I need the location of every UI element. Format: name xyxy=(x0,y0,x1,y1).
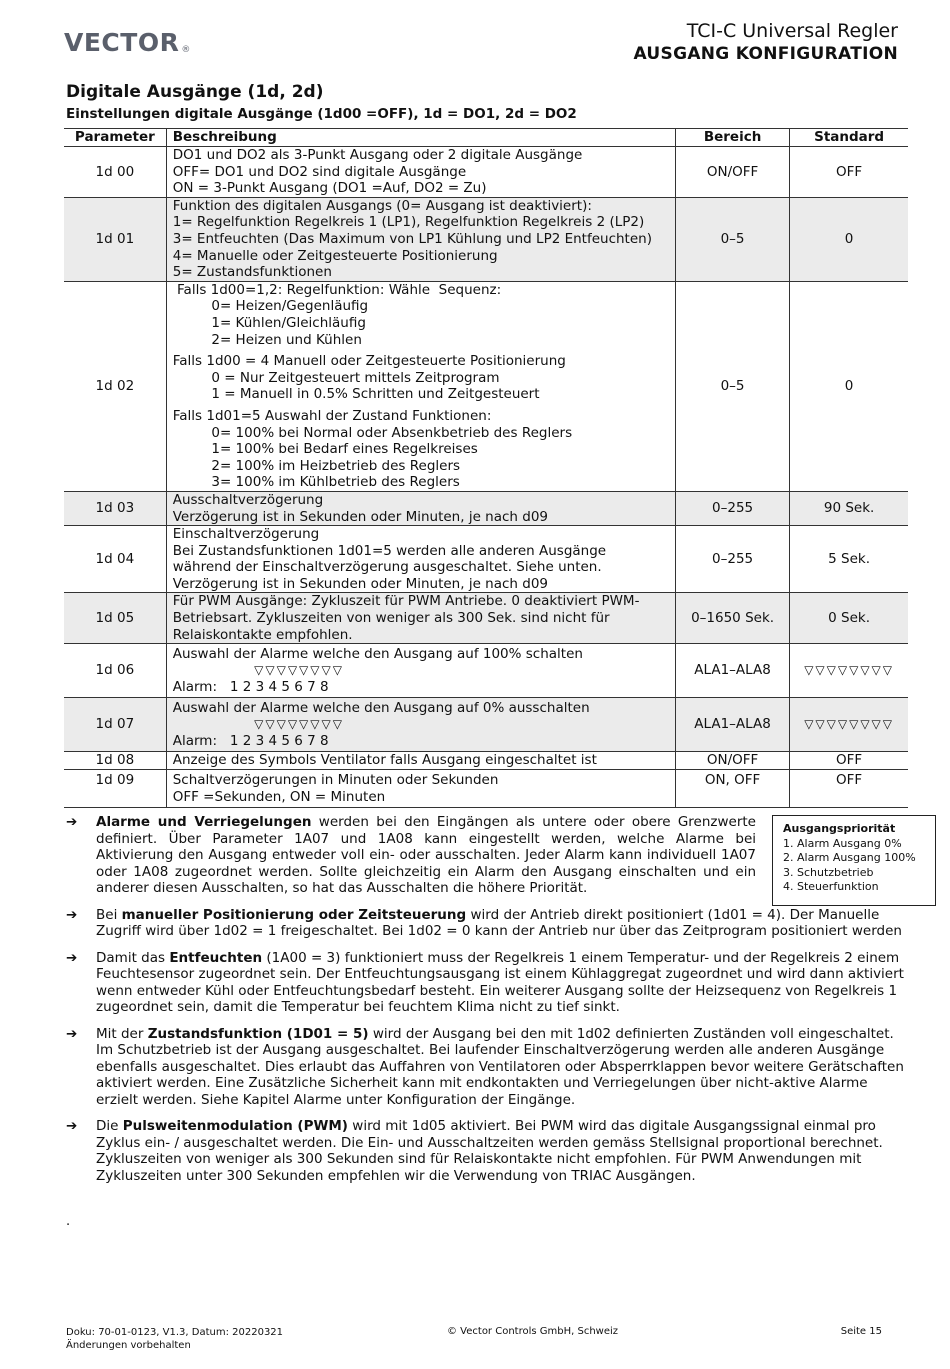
table-caption: Einstellungen digitale Ausgänge (1d00 =OFF), 1d = DO1, 2d = DO2 xyxy=(66,106,577,122)
range-cell: 0–1650 Sek. xyxy=(675,593,789,644)
table-row xyxy=(64,752,908,770)
param-cell: 1d 03 xyxy=(64,491,166,525)
table-row xyxy=(64,197,908,281)
range-cell: 0–5 xyxy=(675,197,789,281)
alarm-triangle-icons: ▽▽▽▽▽▽▽▽ xyxy=(172,663,344,678)
desc-line: Relaiskontakte empfohlen. xyxy=(172,626,353,643)
table-row xyxy=(64,644,908,698)
desc-line: OFF =Sekunden, ON = Minuten xyxy=(172,788,386,805)
desc-line: Einschaltverzögerung xyxy=(172,526,320,543)
desc-line: ON = 3-Punkt Ausgang (DO1 =Auf, DO2 = Zu) xyxy=(172,180,487,197)
desc-line: Auswahl der Alarme welche den Ausgang auf 100% schalten xyxy=(172,645,583,662)
notes-list xyxy=(66,814,908,1194)
param-cell: 1d 08 xyxy=(64,752,166,770)
note-alarms xyxy=(66,814,756,897)
note-text: Damit das xyxy=(96,949,170,966)
header-parameter: Parameter xyxy=(64,129,166,147)
header-range: Bereich xyxy=(675,129,789,147)
desc-line: 3= 100% im Kühlbetrieb des Reglers xyxy=(172,474,460,491)
priority-item: 3. Schutzbetrieb xyxy=(783,865,874,879)
note-keyword: Entfeuchten xyxy=(169,949,263,966)
note-keyword: Pulsweitenmodulation (PWM) xyxy=(122,1118,348,1134)
note-text: wird der Ausgang bei den mit 1d02 definierten Zuständen voll eingeschaltet. Im Schutzbetrieb ist der Ausgang ausgeschaltet. Bei laufender Einschaltverzögerung werden alle anderen Ausgänge ebenfalls ausgeschaltet. Dies erlaubt das Auffahren von Ventilatoren oder Absperrklappen bevor weitere Gerätschaften aktiviert werden. Eine Zusätzliche Sicherheit kann mit endkontakten und Verriegelungen über nicht-aktive Alarme erzielt werden. Siehe Kapitel Alarme unter Konfiguration der Eingänge. xyxy=(96,1025,904,1108)
desc-line: 0= Heizen/Gegenläufig xyxy=(172,298,369,315)
desc-line: 0 = Nur Zeitgesteuert mittels Zeitprogram xyxy=(172,369,500,386)
range-cell: 0–5 xyxy=(675,281,789,491)
note-text: (1A00 = 3) funktioniert muss der Regelkreis 1 einem Temperatur- und der Regelkreis 2 einem Feuchtesensor zugeordnet sein. Der Entfeuchtungsausgang ist einem Kühlaggregat zugeordnet und wird dann aktiviert wenn entweder Kühl oder Entfeuchtungsbedarf besteht. Ein weiterer Ausgang sollte der Heizsequenz von Regelkreis 1 zugeordnet sein, damit die Temperatur bei feuchtem Klima nicht zu tief sinkt. xyxy=(96,949,904,1015)
desc-line: 1= 100% bei Bedarf eines Regelkreises xyxy=(172,441,478,458)
parameter-table xyxy=(64,128,908,808)
note-dehumidify xyxy=(66,950,908,1016)
desc-line: 4= Manuelle oder Zeitgesteuerte Positionierung xyxy=(172,247,498,264)
registered-mark: ® xyxy=(181,45,191,55)
footer-copyright: © Vector Controls GmbH, Schweiz xyxy=(447,1326,619,1337)
range-cell: ON/OFF xyxy=(675,752,789,770)
default-cell: 0 Sek. xyxy=(790,593,908,644)
arrow-right-icon: ➔ xyxy=(66,949,78,966)
desc-line: Funktion des digitalen Ausgangs (0= Ausgang ist deaktiviert): xyxy=(172,197,592,214)
table-row xyxy=(64,770,908,808)
arrow-right-icon: ➔ xyxy=(66,906,78,923)
note-manual-positioning xyxy=(66,907,908,940)
table-row xyxy=(64,281,908,491)
arrow-right-icon: ➔ xyxy=(66,1118,78,1134)
table-row xyxy=(64,491,908,525)
default-cell: 0 xyxy=(790,281,908,491)
description-cell xyxy=(166,644,675,698)
note-text: werden bei den Eingängen als untere oder obere Grenzwerte definiert. Über Parameter 1A07 und 1A08 kann eingestellt werden, welche Alarme bei Aktivierung den Ausgang entweder voll ein- oder ausschalten. Jeder Alarm kann individuell 1A07 oder 1A08 zugeordnet werden. Sollte gleichzeitig ein Alarm den Ausgang einschalten und ein anderer diesen Ausschalten, so hat das Ausschalten die höhere Priorität. xyxy=(96,814,756,896)
desc-line: Falls 1d00=1,2: Regelfunktion: Wähle Sequenz: xyxy=(172,281,502,298)
note-text: Bei xyxy=(96,906,122,923)
desc-line: 5= Zustandsfunktionen xyxy=(172,264,332,281)
logo-text: VECTOR xyxy=(64,27,180,57)
param-cell: 1d 07 xyxy=(64,698,166,752)
state-function-block xyxy=(173,408,669,491)
table-row xyxy=(64,147,908,198)
footer-page-number: Seite 15 xyxy=(840,1326,882,1337)
alarm-triangle-icons: ▽▽▽▽▽▽▽▽ xyxy=(172,717,344,732)
range-cell: 0–255 xyxy=(675,526,789,593)
range-cell: ALA1–ALA8 xyxy=(675,698,789,752)
vector-logo xyxy=(64,25,190,59)
param-cell: 1d 00 xyxy=(64,147,166,198)
note-text: Mit der xyxy=(96,1025,148,1042)
param-cell: 1d 09 xyxy=(64,770,166,808)
desc-line: Anzeige des Symbols Ventilator falls Ausgang eingeschaltet ist xyxy=(172,752,597,769)
section-heading: Digitale Ausgänge (1d, 2d) xyxy=(66,82,324,102)
desc-line: 2= 100% im Heizbetrieb des Reglers xyxy=(172,457,461,474)
desc-line: während der Einschaltverzögerung ausgeschaltet. Siehe unten. xyxy=(172,559,602,576)
note-pwm xyxy=(66,1118,908,1184)
desc-line: Bei Zustandsfunktionen 1d01=5 werden alle anderen Ausgänge xyxy=(172,542,607,559)
stray-dot: . xyxy=(66,1214,71,1229)
arrow-right-icon: ➔ xyxy=(66,814,78,830)
range-cell: ALA1–ALA8 xyxy=(675,644,789,698)
document-subtitle: AUSGANG KONFIGURATION xyxy=(633,44,898,64)
default-cell: OFF xyxy=(790,147,908,198)
header-default: Standard xyxy=(790,129,908,147)
desc-line: OFF= DO1 und DO2 sind digitale Ausgänge xyxy=(172,163,467,180)
description-cell xyxy=(166,593,675,644)
desc-line: DO1 und DO2 als 3-Punkt Ausgang oder 2 digitale Ausgänge xyxy=(172,147,583,163)
priority-item: 2. Alarm Ausgang 100% xyxy=(783,851,916,864)
default-cell: OFF xyxy=(790,770,908,808)
desc-line: Betriebsart. Zykluszeiten von weniger als 300 Sek. sind nicht für xyxy=(172,610,610,627)
note-text: wird der Antrieb direkt positioniert (1d01 = 4). Der Manuelle Zugriff wird über 1d02 = 1 freigeschaltet. Bei 1d02 = 0 kann der Antrieb nur über das Zeitprogram positioniert werden xyxy=(96,906,902,939)
description-cell xyxy=(166,491,675,525)
note-keyword: manueller Positionierung oder Zeitsteuerung xyxy=(121,906,467,923)
description-cell xyxy=(166,281,675,491)
alarm-number-line: Alarm: 1 2 3 4 5 6 7 8 xyxy=(172,679,329,696)
description-cell xyxy=(166,698,675,752)
positioning-block xyxy=(173,353,669,403)
desc-line: Verzögerung ist in Sekunden oder Minuten, je nach d09 xyxy=(172,575,549,592)
desc-line: 0= 100% bei Normal oder Absenkbetrieb des Reglers xyxy=(172,424,573,441)
priority-title: Ausgangspriorität xyxy=(783,822,896,835)
param-cell: 1d 01 xyxy=(64,197,166,281)
default-triangle-icons: ▽▽▽▽▽▽▽▽ xyxy=(790,698,908,752)
range-cell: ON, OFF xyxy=(675,770,789,808)
table-row xyxy=(64,698,908,752)
range-cell: 0–255 xyxy=(675,491,789,525)
desc-line: Für PWM Ausgänge: Zykluszeit für PWM Antriebe. 0 deaktiviert PWM- xyxy=(172,593,640,610)
param-cell: 1d 02 xyxy=(64,281,166,491)
description-cell xyxy=(166,526,675,593)
default-cell: 5 Sek. xyxy=(790,526,908,593)
sequence-block xyxy=(173,282,669,348)
description-cell xyxy=(166,197,675,281)
range-cell: ON/OFF xyxy=(675,147,789,198)
desc-line: Falls 1d00 = 4 Manuell oder Zeitgesteuerte Positionierung xyxy=(172,353,566,370)
alarm-number-line: Alarm: 1 2 3 4 5 6 7 8 xyxy=(172,733,329,750)
desc-line: Schaltverzögerungen in Minuten oder Sekunden xyxy=(172,772,499,789)
description-cell xyxy=(166,147,675,198)
param-cell: 1d 06 xyxy=(64,644,166,698)
default-triangle-icons: ▽▽▽▽▽▽▽▽ xyxy=(790,644,908,698)
note-text: Die xyxy=(96,1118,123,1134)
desc-line: Ausschaltverzögerung xyxy=(172,491,324,508)
desc-line: Verzögerung ist in Sekunden oder Minuten, je nach d09 xyxy=(172,508,549,525)
table-row xyxy=(64,593,908,644)
priority-item: 4. Steuerfunktion xyxy=(783,880,879,893)
desc-line: Falls 1d01=5 Auswahl der Zustand Funktionen: xyxy=(172,407,492,424)
desc-line: 2= Heizen und Kühlen xyxy=(172,331,362,348)
header-description: Beschreibung xyxy=(166,129,675,147)
document-title: TCI-C Universal Regler xyxy=(686,20,898,42)
arrow-right-icon: ➔ xyxy=(66,1025,78,1042)
footer-doc-number: Doku: 70-01-0123, V1.3, Datum: 20220321 xyxy=(66,1327,284,1338)
note-keyword: Alarme und Verriegelungen xyxy=(96,814,312,830)
description-cell xyxy=(166,752,675,770)
default-cell: 90 Sek. xyxy=(790,491,908,525)
note-keyword: Zustandsfunktion (1D01 = 5) xyxy=(147,1025,369,1042)
default-cell: OFF xyxy=(790,752,908,770)
note-state-function xyxy=(66,1026,908,1109)
footer-changes-note: Änderungen vorbehalten xyxy=(66,1340,191,1351)
description-cell xyxy=(166,770,675,808)
desc-line: Auswahl der Alarme welche den Ausgang auf 0% ausschalten xyxy=(172,699,590,716)
priority-item: 1. Alarm Ausgang 0% xyxy=(783,836,902,850)
footer-doc-info xyxy=(66,1326,283,1352)
desc-line: 1= Kühlen/Gleichläufig xyxy=(172,314,366,331)
desc-line: 1= Regelfunktion Regelkreis 1 (LP1), Regelfunktion Regelkreis 2 (LP2) xyxy=(172,214,645,231)
note-text: wird mit 1d05 aktiviert. Bei PWM wird das digitale Ausgangssignal einmal pro Zyklus ein- / ausgeschaltet werden. Die Ein- und Ausschaltzeiten werden gemäss Stellsignal proportional berechnet. Zykluszeiten von weniger als 300 Sekunden sind für Relaiskontakte nicht empfohlen. Für PWM Anwendungen mit Zykluszeiten unter 300 Sekunden empfehlen wir die Verwendung von TRIAC Ausgängen. xyxy=(96,1118,883,1184)
param-cell: 1d 04 xyxy=(64,526,166,593)
desc-line: 3= Entfeuchten (Das Maximum von LP1 Kühlung und LP2 Entfeuchten) xyxy=(172,230,652,247)
table-header-row xyxy=(64,129,908,147)
default-cell: 0 xyxy=(790,197,908,281)
table-row xyxy=(64,526,908,593)
desc-line: 1 = Manuell in 0.5% Schritten und Zeitgesteuert xyxy=(172,386,540,403)
param-cell: 1d 05 xyxy=(64,593,166,644)
